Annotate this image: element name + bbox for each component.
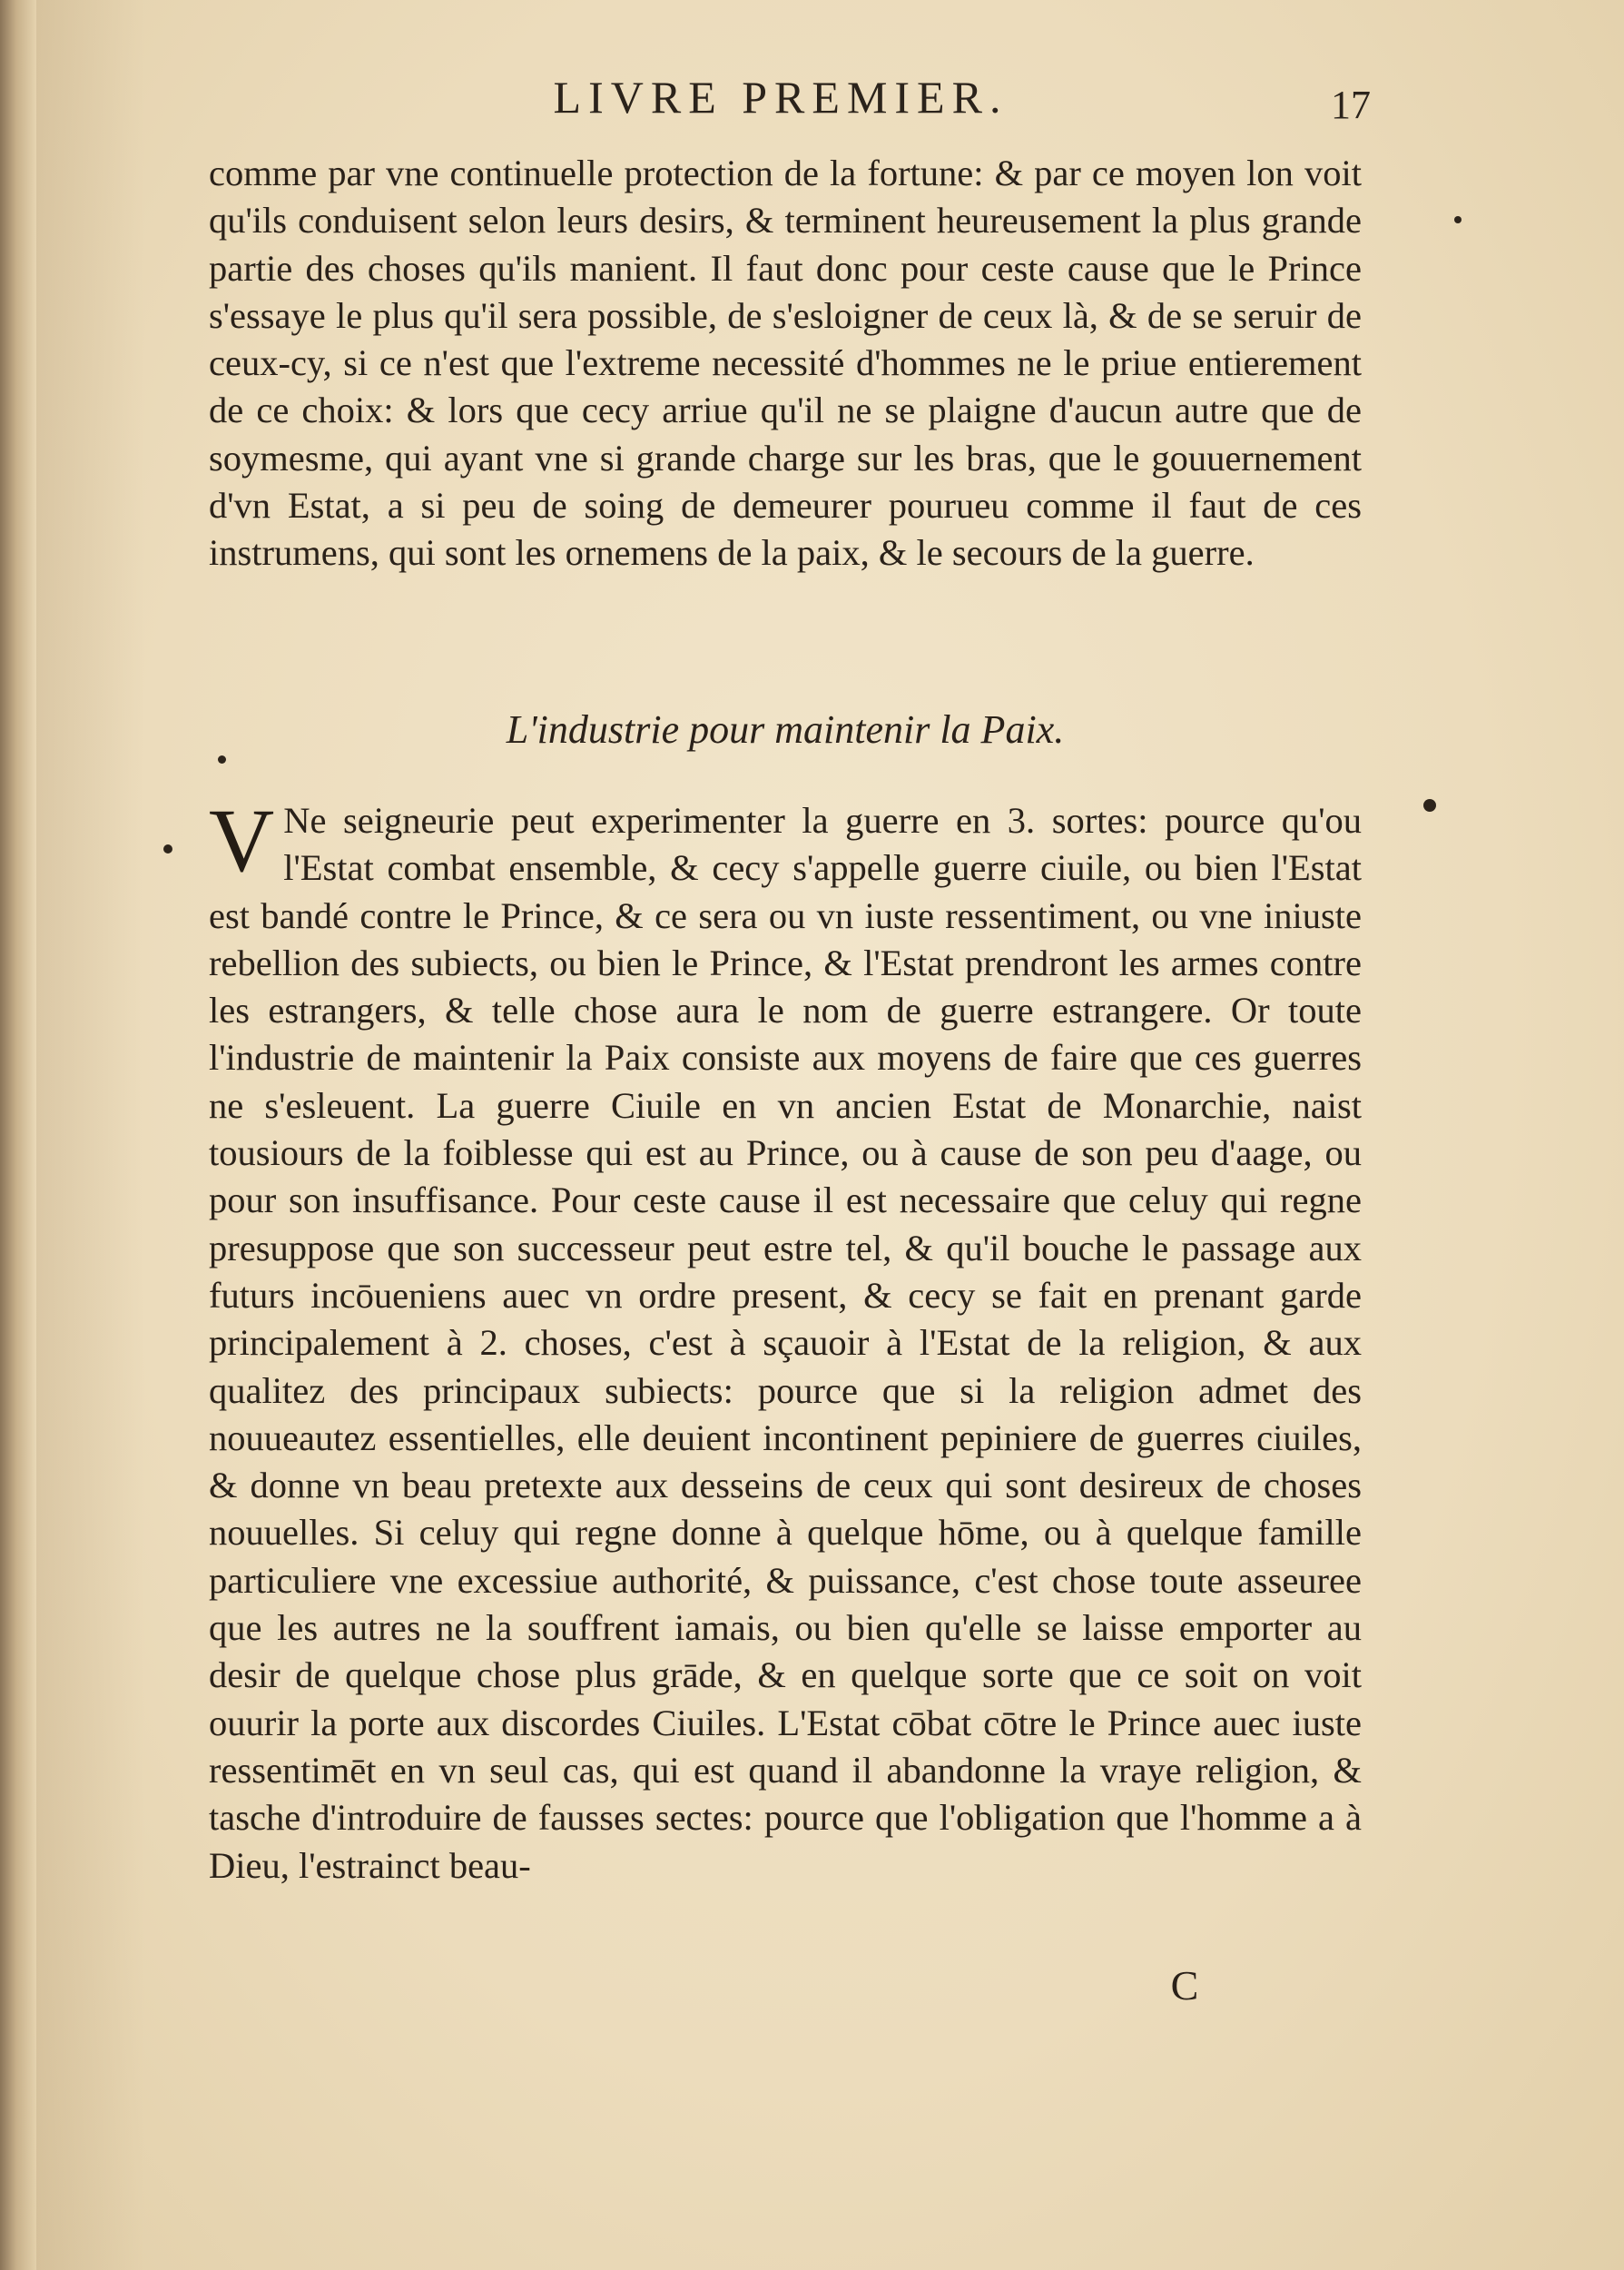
page-left-edge <box>0 0 36 2270</box>
page-fold-shadow <box>36 0 145 2270</box>
top-text-block <box>209 150 1362 577</box>
drop-cap-initial: V <box>209 790 275 891</box>
top-paragraph: comme par vne continuelle protection de la fortune: & par ce moyen lon voit qu'ils conduisent selon leurs desirs, & terminent heureusement la plus grande partie des choses qu'ils manient. Il faut donc pour ceste cause que le Prince s'essaye le plus qu'il sera possible, de s'esloigner de ceux là, & de se seruir de ceux-cy, si ce n'est que l'extreme necessité d'hommes ne le priue entierement de ce choix: & lors que cecy arriue qu'il ne se plaigne d'aucun autre que de soymesme, qui ayant vne si grande charge sur les bras, que le gouuernement d'vn Estat, a si peu de soing de demeurer pourueu comme il faut de ces instrumens, qui sont les ornemens de la paix, & le secours de la guerre. <box>209 153 1362 574</box>
ink-spot <box>218 755 226 764</box>
ink-spot <box>1454 216 1462 223</box>
main-text-block <box>209 790 1362 1890</box>
running-title: LIVRE PREMIER. <box>553 72 1009 123</box>
ink-spot <box>1423 799 1436 812</box>
section-heading: L'industrie pour maintenir la Paix. <box>506 707 1065 752</box>
section-paragraph: Ne seigneurie peut experimenter la guerre en 3. sortes: pource qu'ou l'Estat combat ensemble, & cecy s'appelle guerre ciuile, ou bien l'Estat est bandé contre le Prince, & ce sera ou vn iuste ressentiment, ou vne iniuste rebellion des subiects, ou bien le Prince, & l'Estat prendront les armes contre les estrangers, & telle chose aura le nom de guerre estrangere. Or toute l'industrie de maintenir la Paix consiste aux moyens de faire que ces guerres ne s'esleuent. La guerre Ciuile en vn ancien Estat de Monarchie, naist tousiours de la foiblesse qui est au Prince, ou à cause de son peu d'aage, ou pour son insuffisance. Pour ceste cause il est necessaire que celuy qui regne presuppose que son successeur peut estre tel, & qu'il bouche le passage aux futurs incōueniens auec vn ordre present, & cecy se fait en prenant garde principalement à 2. choses, c'est à sçauoir à l'Estat de la religion, & aux qualitez des principaux subiects: pource que si la religion admet des nouueautez essentielles, elle deuient incontinent pepiniere de guerres ciuiles, & donne vn beau pretexte aux desseins de ceux qui sont desireux de choses nouuelles. Si celuy qui regne donne à quelque hōme, ou à quelque famille particuliere vne excessiue authorité, & puissance, c'est chose toute asseuree que les autres ne la souffrent iamais, ou bien qu'elle se laisse emporter au desir de quelque chose plus grāde, & en quelque sorte que ce soit on voit ouurir la porte aux discordes Ciuiles. L'Estat cōbat cōtre le Prince auec iuste ressentimēt en vn seul cas, qui est quand il abandonne la vraye religion, & tasche d'introduire de fausses sectes: pource que l'obligation que l'homme a à Dieu, l'estrainct beau- <box>209 800 1362 1886</box>
ink-spot <box>163 844 172 854</box>
signature-mark: C <box>1170 1962 1199 2008</box>
page-number: 17 <box>1331 83 1371 127</box>
